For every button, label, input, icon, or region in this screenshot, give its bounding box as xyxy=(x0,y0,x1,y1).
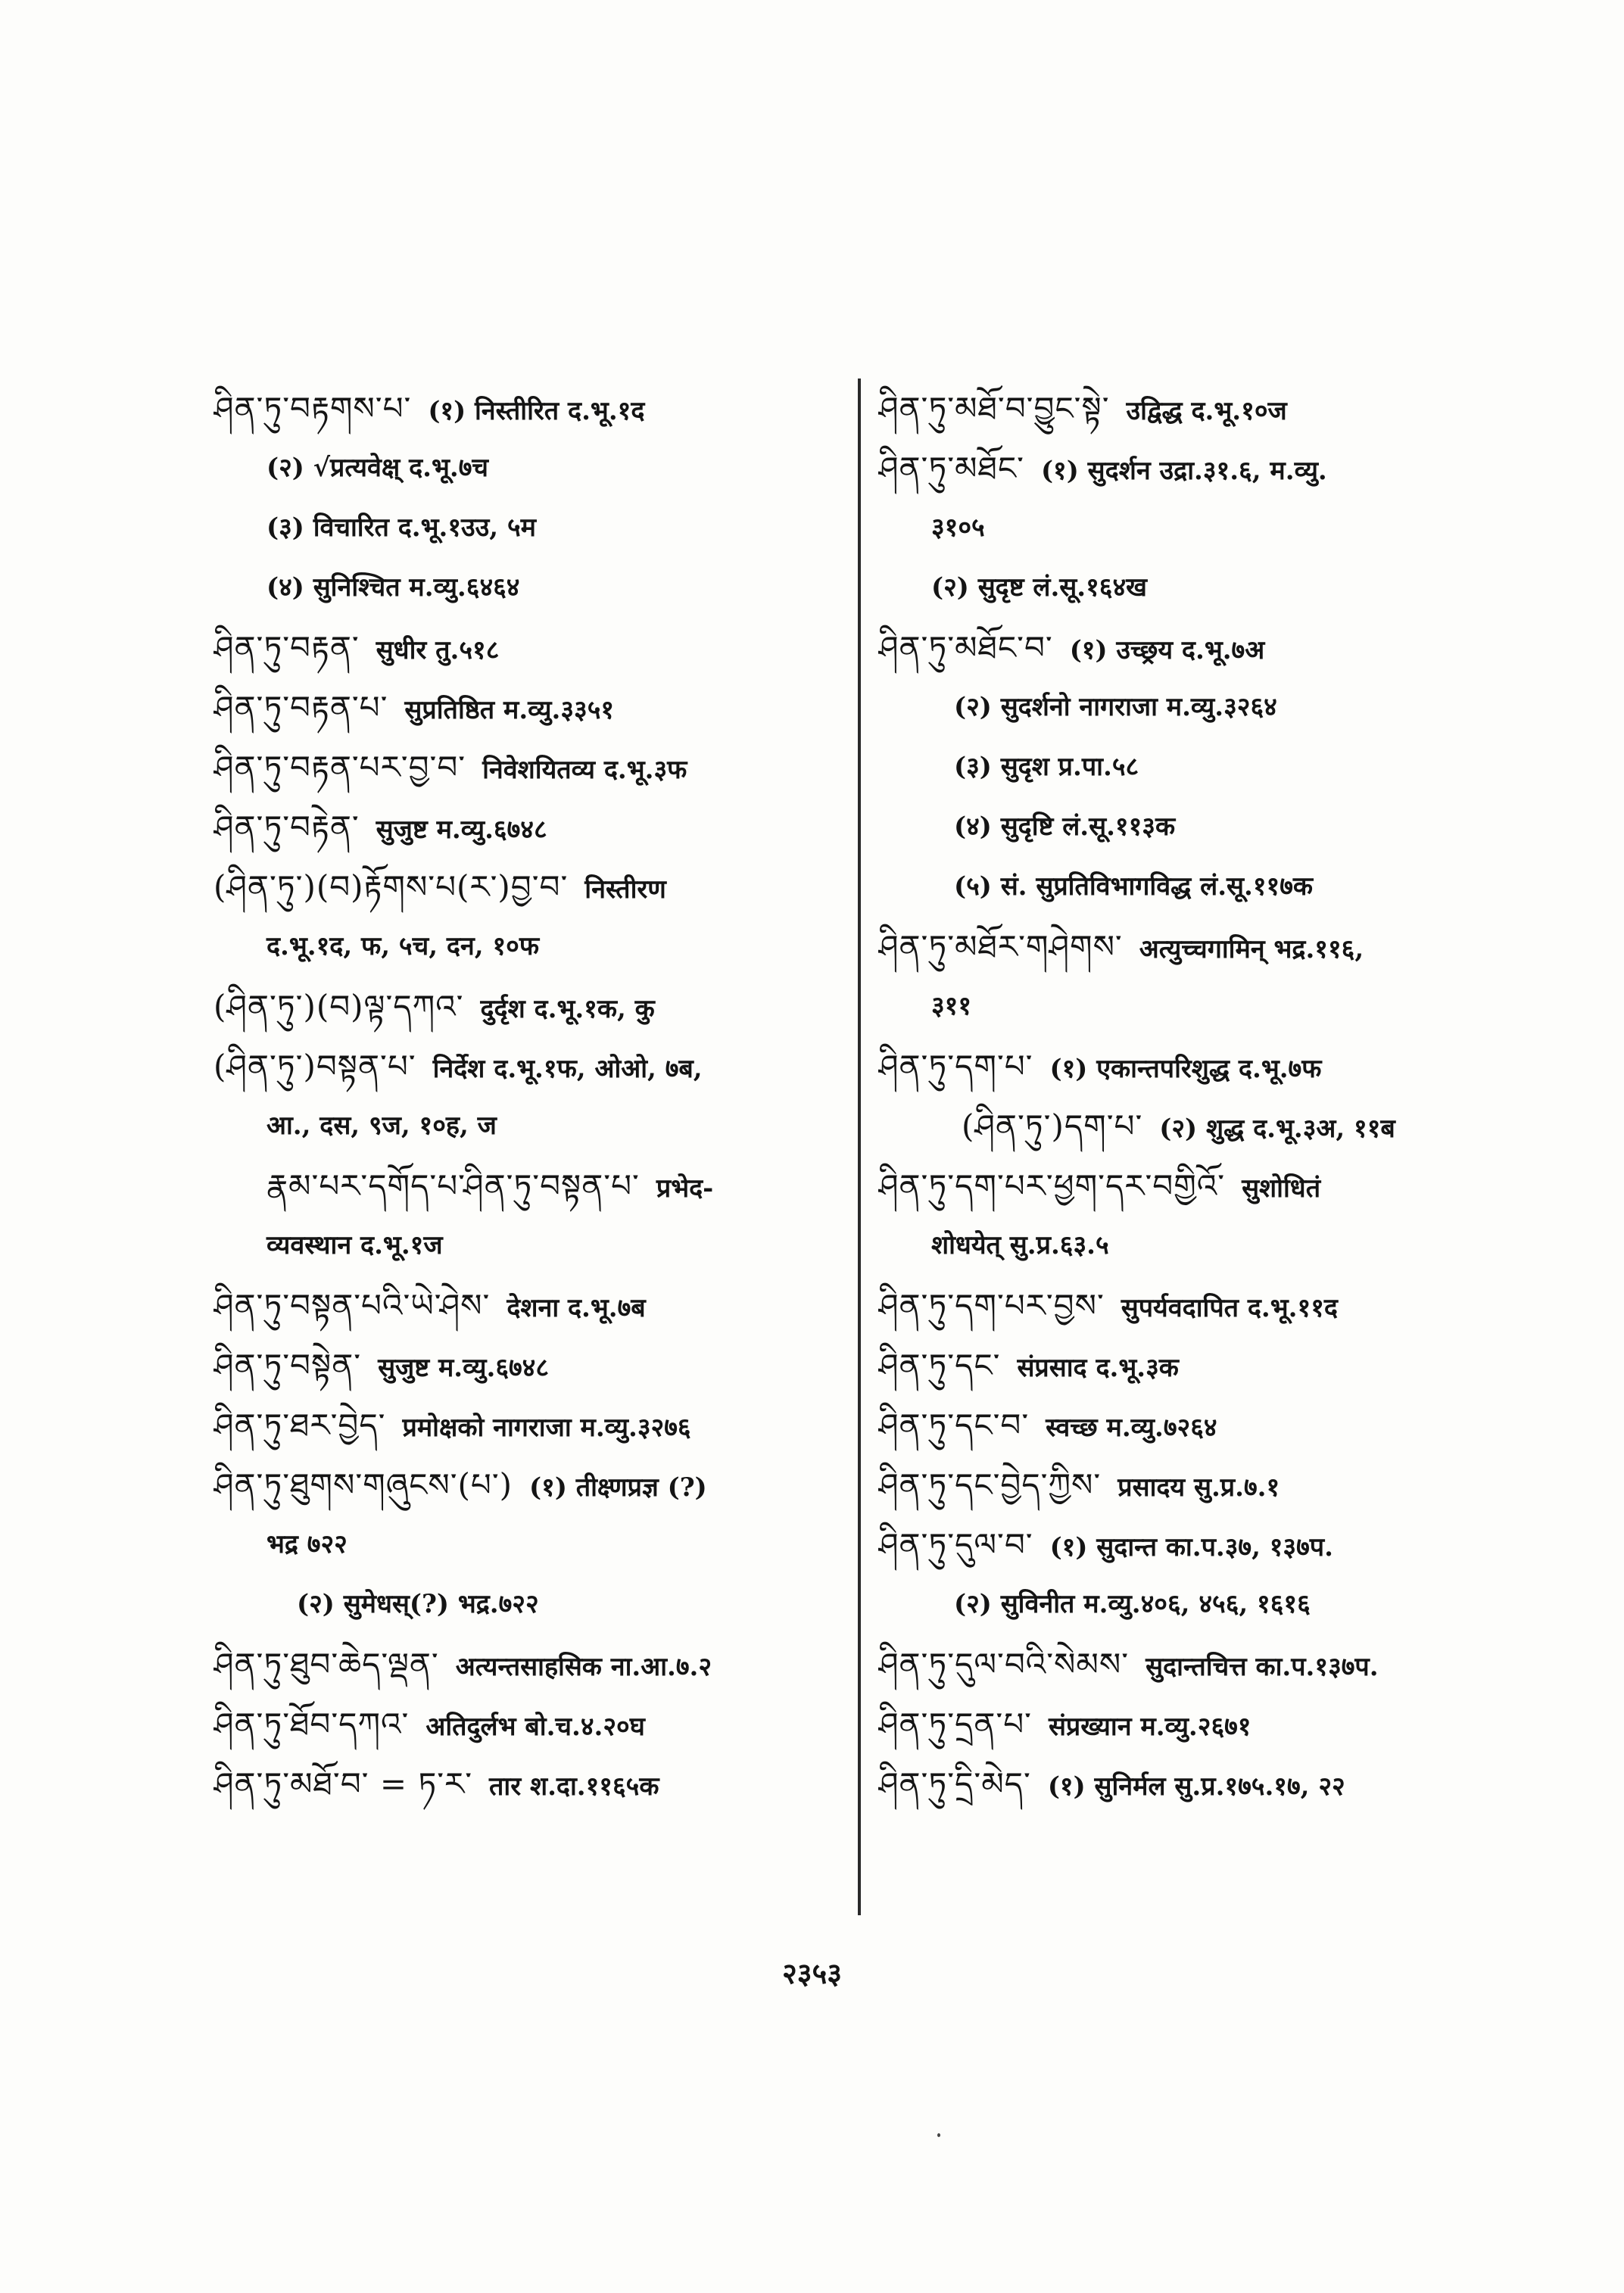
sanskrit-gloss: प्रमोक्षको नागराजा म.व्यु.३२७६ xyxy=(402,1413,691,1443)
sanskrit-gloss: (१) उच्छ्रय द.भू.७अ xyxy=(1069,635,1265,665)
dictionary-entry-line xyxy=(214,618,842,678)
sanskrit-gloss: (२) सुविनीत म.व्यु.४०६, ४५६, १६१६ xyxy=(954,1589,1311,1619)
dictionary-entry-line xyxy=(878,797,1514,857)
dictionary-entry-line xyxy=(214,1575,842,1634)
dictionary-entry-line xyxy=(214,438,842,498)
dictionary-entry-line xyxy=(214,1276,842,1335)
tibetan-headword: ཤིན་ཏུ་བརྟན་པ་ xyxy=(214,689,388,726)
dictionary-entry-line xyxy=(214,1455,842,1515)
tibetan-headword: (ཤིན་ཏུ་)བསྟན་པ་ xyxy=(214,1048,416,1085)
sanskrit-gloss: स्वच्छ म.व्यु.७२६४ xyxy=(1046,1413,1217,1443)
sanskrit-gloss: (१) तीक्ष्णप्रज्ञ (?) xyxy=(529,1472,707,1503)
dictionary-entry-line xyxy=(878,737,1514,797)
dictionary-entry-line xyxy=(878,1694,1514,1754)
tibetan-headword: ཤིན་ཏུ་མཐོང་ xyxy=(878,450,1024,487)
sanskrit-gloss: सुजुष्ट म.व्यु.६७४८ xyxy=(378,1353,550,1383)
dictionary-entry-line xyxy=(214,737,842,797)
sanskrit-gloss: निर्देश द.भू.१फ, ओओ, ७ब, xyxy=(432,1054,703,1084)
dictionary-entry-line xyxy=(214,498,842,558)
tibetan-headword: ཤིན་ཏུ་བརྟགས་པ་ xyxy=(214,390,412,427)
dictionary-entry-line xyxy=(878,1156,1514,1216)
dictionary-entry-line xyxy=(878,1276,1514,1335)
dictionary-entry-line xyxy=(878,438,1514,498)
tibetan-headword: ཤིན་ཏུ་ཐུགས་གཞུངས་(པ་) xyxy=(214,1466,513,1503)
sanskrit-gloss: आ., दस, ९ज, १०ह, ज xyxy=(267,1111,497,1141)
dictionary-entry-line xyxy=(214,1036,842,1096)
dictionary-entry-line xyxy=(214,678,842,737)
sanskrit-gloss: (२) शुद्ध द.भू.३अ, ११ब xyxy=(1159,1114,1395,1144)
sanskrit-gloss: प्रभेद- xyxy=(656,1173,714,1204)
tibetan-headword: ཤིན་ཏུ་དག་པར་ཕྱག་དར་བགྱིའོ་ xyxy=(878,1167,1226,1204)
dictionary-entry-line xyxy=(214,857,842,917)
sanskrit-gloss: देशना द.भू.७ब xyxy=(507,1293,646,1323)
right-column xyxy=(878,379,1514,1814)
tibetan-headword: ཤིན་ཏུ་དྲི་མེད་ xyxy=(878,1765,1031,1802)
tibetan-headword: ཤིན་ཏུ་དག་པར་བྱས་ xyxy=(878,1287,1105,1324)
dictionary-entry-line xyxy=(214,1216,842,1276)
dictionary-entry-line xyxy=(214,558,842,618)
tibetan-headword: ཤིན་ཏུ་དང་བ་ xyxy=(878,1407,1030,1444)
tibetan-headword: ཤིན་ཏུ་བརྟན་པར་བྱ་བ་ xyxy=(214,749,466,786)
dictionary-entry-line xyxy=(878,379,1514,438)
sanskrit-gloss: (१) एकान्तपरिशुद्ध द.भू.७फ xyxy=(1049,1054,1322,1084)
sanskrit-gloss: ३११ xyxy=(931,991,972,1021)
column-divider xyxy=(858,379,861,1915)
sanskrit-gloss: तार श.दा.११६५क xyxy=(489,1771,659,1802)
sanskrit-gloss: अत्यन्तसाहसिक ना.आ.७.२ xyxy=(455,1652,712,1682)
sanskrit-gloss: प्रसादय सु.प्र.७.१ xyxy=(1117,1472,1280,1503)
tibetan-headword: ཤིན་ཏུ་དུལ་བ་ xyxy=(878,1526,1033,1563)
dictionary-entry-line xyxy=(878,678,1514,737)
page-number: २३५३ xyxy=(781,1956,843,1990)
dictionary-entry-line xyxy=(878,977,1514,1036)
tibetan-headword: ཤིན་ཏུ་མཐོར་གཤེགས་ xyxy=(878,928,1123,965)
sanskrit-gloss: (३) विचारित द.भू.१उउ, ५म xyxy=(267,512,536,543)
tibetan-headword: (ཤིན་ཏུ་)(བ)རྟོགས་པ(ར་)བྱ་བ་ xyxy=(214,868,569,905)
sanskrit-gloss: शोधयेत् सु.प्र.६३.५ xyxy=(931,1230,1109,1260)
sanskrit-gloss: (२) √प्रत्यवेक्ष् द.भू.७च xyxy=(267,453,488,483)
sanskrit-gloss: (१) सुदान्त का.प.३७, १३७प. xyxy=(1049,1532,1333,1562)
sanskrit-gloss: (१) सुनिर्मल सु.प्र.१७५.१७, २२ xyxy=(1047,1771,1345,1802)
sanskrit-gloss: व्यवस्थान द.भू.१ज xyxy=(267,1230,443,1260)
sanskrit-gloss: सुप्रतिष्ठित म.व्यु.३३५१ xyxy=(404,695,615,725)
sanskrit-gloss: भद्र ७२२ xyxy=(267,1529,348,1559)
sanskrit-gloss: (४) सुदृष्टि लं.सू.११३क xyxy=(954,812,1176,842)
sanskrit-gloss: (१) निस्तीरित द.भू.१द xyxy=(428,396,645,426)
dictionary-entry-line xyxy=(878,558,1514,618)
dictionary-entry-line xyxy=(214,797,842,857)
dictionary-entry-line xyxy=(878,1575,1514,1634)
sanskrit-gloss: (२) सुमेधस्(?) भद्र.७२२ xyxy=(297,1589,539,1619)
sanskrit-gloss: निस्तीरण xyxy=(584,874,666,905)
dictionary-entry-line xyxy=(214,1335,842,1395)
dictionary-entry-line xyxy=(214,977,842,1036)
sanskrit-gloss: (५) सं. सुप्रतिविभागविद्ध लं.सू.११७क xyxy=(954,871,1313,902)
sanskrit-gloss: ३१०५ xyxy=(931,512,985,543)
dictionary-entry-line xyxy=(878,618,1514,678)
sanskrit-gloss: (२) सुदर्शनो नागराजा म.व्यु.३२६४ xyxy=(954,692,1277,722)
tibetan-headword: ཤིན་ཏུ་བརྟན་ xyxy=(214,629,360,666)
sanskrit-gloss: अतिदुर्लभ बो.च.४.२०घ xyxy=(425,1712,645,1742)
tibetan-headword: (ཤིན་ཏུ་)དག་པ་ xyxy=(962,1108,1143,1145)
scan-speck xyxy=(937,2133,940,2137)
dictionary-entry-line xyxy=(214,1754,842,1814)
dictionary-entry-line xyxy=(214,1395,842,1455)
sanskrit-gloss: सुजुष्ट म.व्यु.६७४८ xyxy=(376,815,547,845)
dictionary-entry-line xyxy=(214,1694,842,1754)
sanskrit-gloss: सुदान्तचित्त का.प.१३७प. xyxy=(1146,1652,1379,1682)
sanskrit-gloss: निवेशयितव्य द.भू.३फ xyxy=(482,755,687,785)
sanskrit-gloss: सुपर्यवदापित द.भू.११द xyxy=(1121,1293,1338,1323)
tibetan-headword: ཤིན་ཏུ་ཐར་བྱེད་ xyxy=(214,1407,386,1444)
dictionary-entry-line xyxy=(214,1515,842,1575)
dictionary-entry-line xyxy=(878,1455,1514,1515)
sanskrit-gloss: द.भू.१द, फ, ५च, दन, १०फ xyxy=(267,931,540,961)
dictionary-entry-line xyxy=(878,1395,1514,1455)
tibetan-headword: ཤིན་ཏུ་མཐོ་བ་བྱུང་སྟེ་ xyxy=(878,390,1110,427)
tibetan-headword: རྣམ་པར་དགོད་པ་ཤིན་ཏུ་བསྟན་པ་ xyxy=(267,1167,640,1204)
dictionary-entry-line xyxy=(214,1634,842,1694)
dictionary-entry-line xyxy=(214,917,842,977)
sanskrit-gloss: अत्युच्चगामिन् भद्र.११६, xyxy=(1139,934,1364,964)
dictionary-entry-line xyxy=(878,1515,1514,1575)
dictionary-entry-line xyxy=(878,857,1514,917)
sanskrit-gloss: संप्रसाद द.भू.३क xyxy=(1017,1353,1179,1383)
tibetan-headword: ཤིན་ཏུ་ཐུབ་ཆེད་ལྡན་ xyxy=(214,1646,439,1683)
sanskrit-gloss: (१) सुदर्शन उद्रा.३१.६, म.व्यु. xyxy=(1040,456,1327,486)
tibetan-headword: ཤིན་ཏུ་མཐོང་བ་ xyxy=(878,629,1053,666)
dictionary-entry-line xyxy=(878,1096,1514,1156)
dictionary-entry-line xyxy=(214,1096,842,1156)
sanskrit-gloss: (४) सुनिश्चित म.व्यु.६४६४ xyxy=(267,572,520,603)
sanskrit-gloss: सुशोधितं xyxy=(1242,1173,1321,1204)
sanskrit-gloss: दुर्दृश द.भू.१क, कु xyxy=(480,994,655,1024)
tibetan-headword: ཤིན་ཏུ་བསྟན་པའི་ཡེ་ཤེས་ xyxy=(214,1287,491,1324)
tibetan-headword: ཤིན་ཏུ་དང་བྱེད་ཀྱིས་ xyxy=(878,1466,1102,1503)
tibetan-headword: ཤིན་ཏུ་དག་པ་ xyxy=(878,1048,1033,1085)
tibetan-headword: ཤིན་ཏུ་བསྟེན་ xyxy=(214,1347,362,1384)
tibetan-headword: ཤིན་ཏུ་བརྟེན་ xyxy=(214,808,360,846)
tibetan-headword: ཤིན་ཏུ་མཐོ་བ་ = ཏ་ར་ xyxy=(214,1765,473,1802)
dictionary-entry-line xyxy=(878,1216,1514,1276)
dictionary-entry-line xyxy=(878,1634,1514,1694)
dictionary-entry-line xyxy=(878,1036,1514,1096)
sanskrit-gloss: संप्रख्यान म.व्यु.२६७१ xyxy=(1048,1712,1252,1742)
tibetan-headword: ཤིན་ཏུ་དུལ་བའི་སེམས་ xyxy=(878,1646,1130,1683)
dictionary-entry-line xyxy=(878,1754,1514,1814)
tibetan-headword: ཤིན་ཏུ་ཐོབ་དཀའ་ xyxy=(214,1706,410,1743)
sanskrit-gloss: (२) सुदृष्ट लं.सू.१६४ख xyxy=(931,572,1147,603)
tibetan-headword: ཤིན་ཏུ་དྲན་པ་ xyxy=(878,1706,1032,1743)
dictionary-entry-line xyxy=(878,498,1514,558)
dictionary-entry-line xyxy=(214,379,842,438)
left-column xyxy=(214,379,842,1814)
dictionary-entry-line xyxy=(878,917,1514,977)
sanskrit-gloss: उद्विद्ध द.भू.१०ज xyxy=(1126,396,1287,426)
sanskrit-gloss: (३) सुदृश प्र.पा.५८ xyxy=(954,752,1139,782)
sanskrit-gloss: सुधीर तु.५१८ xyxy=(376,635,500,665)
dictionary-entry-line xyxy=(878,1335,1514,1395)
tibetan-headword: ཤིན་ཏུ་དང་ xyxy=(878,1347,1001,1384)
tibetan-headword: (ཤིན་ཏུ་)(བ)ལྟ་དཀའ་ xyxy=(214,988,464,1025)
dictionary-entry-line xyxy=(214,1156,842,1216)
